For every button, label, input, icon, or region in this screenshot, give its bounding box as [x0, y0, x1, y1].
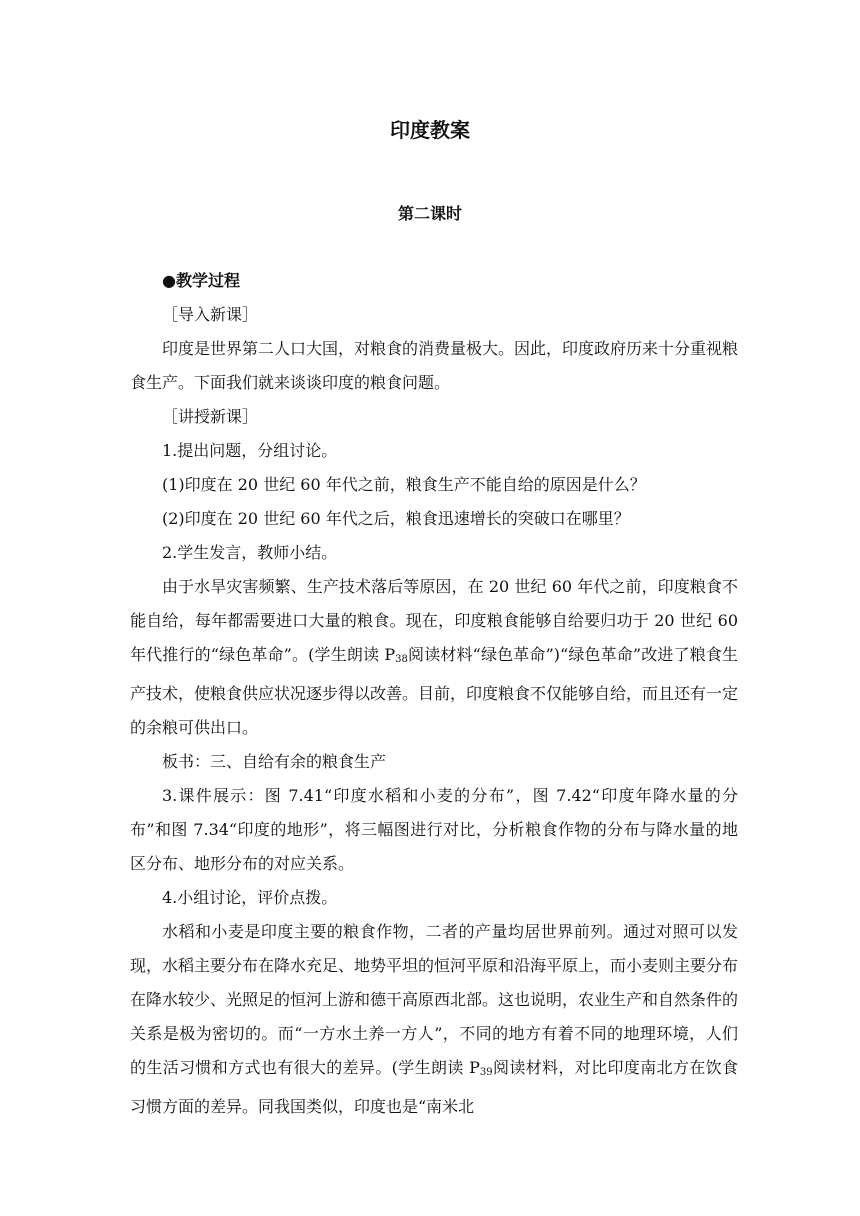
step-3: 3.课件展示：图 7.41“印度水稻和小麦的分布”，图 7.42“印度年降水量的分布”和图 7.34“印度的地形”，将三幅图进行对比，分析粮食作物的分布与降水量的地区分布、地形分布的对应关系。 — [130, 786, 738, 873]
step-2: 2.学生发言，教师小结。 — [162, 543, 338, 562]
intro-paragraph: 印度是世界第二人口大国，对粮食的消费量极大。因此，印度政府历来十分重视粮食生产。下面我们就来谈谈印度的粮食问题。 — [130, 339, 739, 392]
section-heading: ●教学过程 — [162, 271, 240, 290]
document-body — [130, 264, 738, 1124]
question-2: (2)印度在 20 世纪 60 年代之后，粮食迅速增长的突破口在哪里？ — [162, 509, 630, 528]
discussion-page-sub: 39 — [479, 1067, 493, 1078]
page-title: 印度教案 — [390, 118, 470, 142]
new-lesson-label: ［讲授新课］ — [162, 407, 259, 426]
lesson-subtitle: 第二课时 — [397, 204, 462, 223]
summary-page-sub: 38 — [395, 654, 408, 665]
discussion-text-b: 阅读材料，对比印度南北方在饮食习惯方面的差异。同我国类似，印度也是“南米北 — [130, 1058, 738, 1116]
step-4: 4.小组讨论，评价点拨。 — [162, 888, 338, 907]
board-note: 板书：三、自给有余的粮食生产 — [162, 752, 387, 771]
summary-text-b: 阅读材料“绿色革命”)“绿色革命”改进了粮食生产技术，使粮食供应状况逐步得以改善。目前，印度粮食不仅能够自给，而且还有一定的余粮可供出口。 — [130, 645, 739, 737]
discussion-text-a: 水稻和小麦是印度主要的粮食作物，二者的产量均居世界前列。通过对照可以发现，水稻主要分布在降水充足、地势平坦的恒河平原和沿海平原上，而小麦则主要分布在降水较少、光照足的恒河上游和德干高原西北部。这也说明，农业生产和自然条件的关系是极为密切的。而“一方水土养一方人”，不同的地方有着不同的地理环境，人们的生活习惯和方式也有很大的差异。(学生朗读 P — [130, 922, 739, 1077]
step-1: 1.提出问题，分组讨论。 — [162, 441, 338, 460]
summary-text-a: 由于水旱灾害频繁、生产技术落后等原因，在 20 世纪 60 年代之前，印度粮食不能自给，每年都需要进口大量的粮食。现在，印度粮食能够自给要归功于 20 世纪 60 年代推行的“绿色革命”。(学生朗读 P — [130, 577, 738, 664]
summary-paragraph — [130, 570, 738, 745]
discussion-paragraph — [130, 915, 738, 1124]
question-1: (1)印度在 20 世纪 60 年代之前，粮食生产不能自给的原因是什么？ — [162, 475, 646, 494]
intro-label: ［导入新课］ — [162, 305, 259, 324]
